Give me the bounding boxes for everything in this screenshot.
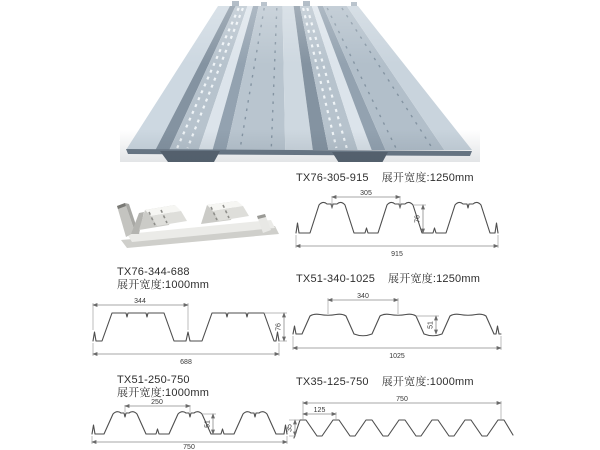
- sample-piece: [117, 201, 279, 248]
- dim-height: 76: [275, 323, 283, 331]
- dim-pitch: 305: [360, 190, 372, 197]
- dimensions: [93, 298, 287, 366]
- sample-piece-photo: [105, 182, 289, 252]
- profile-section: [293, 314, 501, 336]
- diagram-tx51-250-750: [88, 396, 298, 450]
- dim-overall: 1025: [389, 353, 405, 360]
- label-tx35-125-750: [296, 376, 474, 389]
- dimensions: [296, 190, 498, 258]
- dim-pitch: 250: [151, 399, 163, 406]
- model-name: TX51-340-1025: [296, 273, 376, 285]
- profile-section: [294, 420, 513, 438]
- dim-overall: 750: [183, 444, 195, 450]
- label-tx51-340-1025: [296, 273, 480, 286]
- diagram-tx35-125-750: [287, 394, 517, 450]
- dimensions: [287, 396, 501, 436]
- dim-pitch: 125: [313, 407, 326, 414]
- model-name: TX51-250-750: [117, 374, 190, 386]
- diagram-tx76-344-688: [88, 296, 288, 366]
- dim-height: 51: [427, 321, 435, 329]
- dimensions: [92, 399, 287, 450]
- dimensions: [293, 293, 501, 360]
- dim-pitch: 344: [134, 298, 146, 305]
- dim-pitch: 340: [357, 293, 369, 300]
- label-tx76-344-688: [117, 266, 209, 292]
- unfold-width: 展开宽度:1000mm: [117, 387, 210, 399]
- unfold-width: 展开宽度:1000mm: [117, 279, 210, 291]
- dim-height: 51: [204, 420, 212, 428]
- main-product-photo: [120, 0, 480, 162]
- model-name: TX76-344-688: [117, 266, 190, 278]
- dim-overall: 750: [396, 396, 408, 403]
- metal-shine-overlay: [120, 0, 480, 162]
- model-name: TX35-125-750: [296, 376, 369, 388]
- dim-overall: 915: [391, 251, 403, 258]
- model-name: TX76-305-915: [296, 172, 369, 184]
- label-tx76-305-915: [296, 172, 474, 185]
- dim-overall: 688: [180, 359, 192, 366]
- profile-section: [93, 313, 279, 341]
- unfold-width: 展开宽度:1250mm: [388, 273, 481, 285]
- dim-height: 35: [287, 424, 294, 432]
- diagram-tx51-340-1025: [287, 290, 509, 362]
- unfold-width: 展开宽度:1250mm: [381, 172, 474, 184]
- profile-section: [92, 412, 287, 434]
- profile-section: [296, 202, 498, 233]
- dim-height: 76: [414, 215, 422, 223]
- unfold-width: 展开宽度:1000mm: [381, 376, 474, 388]
- diagram-tx76-305-915: [292, 188, 502, 258]
